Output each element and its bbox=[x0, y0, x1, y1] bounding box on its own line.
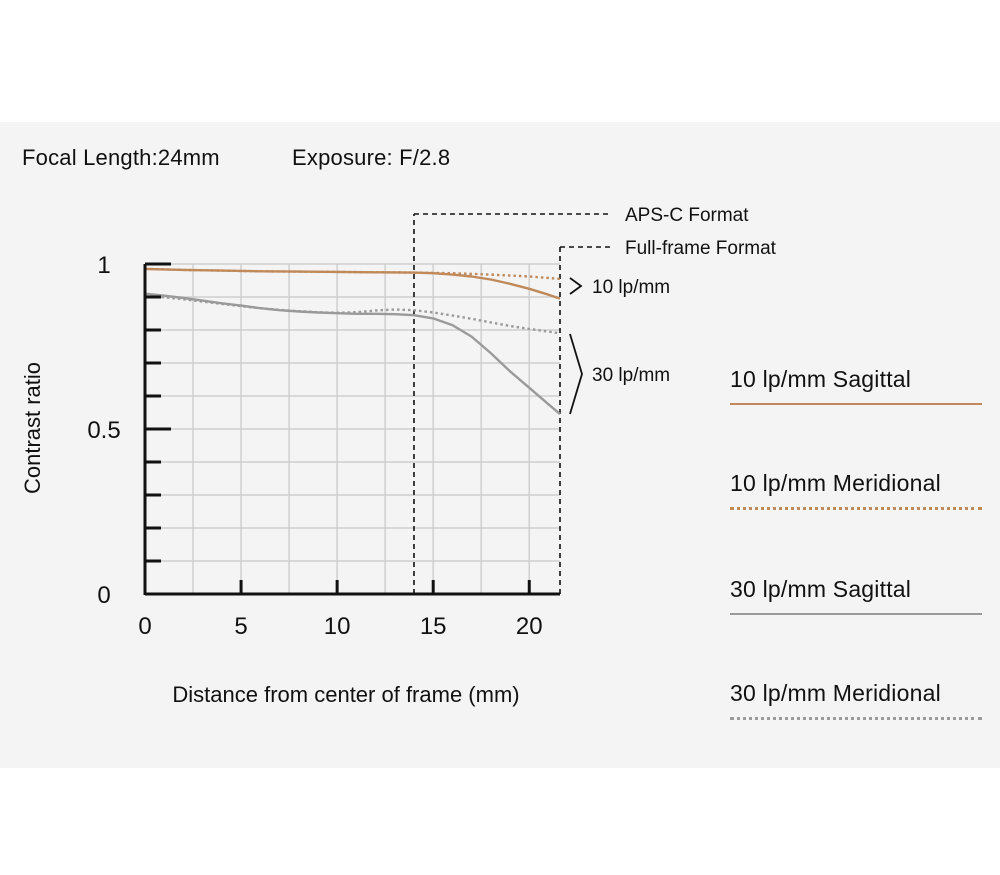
x-tick-label: 0 bbox=[138, 613, 152, 640]
group-brackets bbox=[570, 277, 670, 414]
axis-labels bbox=[20, 252, 543, 707]
exposure-label: Exposure: F/2.8 bbox=[292, 145, 451, 170]
x-tick-label: 5 bbox=[234, 613, 248, 640]
legend-item bbox=[730, 576, 982, 615]
y-axis-title: Contrast ratio bbox=[20, 361, 45, 495]
legend-swatch bbox=[730, 507, 982, 510]
x-axis-title: Distance from center of frame (mm) bbox=[172, 682, 520, 707]
format-marker-label: APS-C Format bbox=[625, 205, 749, 226]
legend-label: 10 lp/mm Meridional bbox=[730, 470, 941, 496]
y-tick-label: 1 bbox=[97, 252, 111, 279]
legend-swatch bbox=[730, 613, 982, 615]
legend-swatch bbox=[730, 717, 982, 720]
y-tick-label: 0 bbox=[97, 582, 111, 609]
bracket-30lp bbox=[570, 334, 582, 414]
legend-label: 30 lp/mm Meridional bbox=[730, 680, 941, 706]
legend-swatch bbox=[730, 403, 982, 405]
focal-length-label: Focal Length:24mm bbox=[22, 145, 220, 170]
legend-item bbox=[730, 470, 982, 510]
legend-label: 10 lp/mm Sagittal bbox=[730, 366, 912, 392]
x-tick-label: 20 bbox=[515, 613, 543, 640]
legend-item bbox=[730, 366, 982, 405]
series-lines bbox=[145, 269, 560, 414]
x-tick-label: 10 bbox=[323, 613, 351, 640]
legend-label: 30 lp/mm Sagittal bbox=[730, 576, 912, 602]
group-label-10lp: 10 lp/mm bbox=[592, 277, 671, 298]
series-line-10-lp-mm-meridional bbox=[145, 269, 560, 279]
group-label-30lp: 30 lp/mm bbox=[592, 365, 671, 386]
format-marker-label: Full-frame Format bbox=[625, 238, 776, 259]
series-line-10-lp-mm-sagittal bbox=[145, 269, 560, 299]
legend-item bbox=[730, 680, 982, 720]
bracket-10lp bbox=[570, 278, 581, 294]
x-tick-label: 15 bbox=[419, 613, 447, 640]
y-tick-label: 0.5 bbox=[87, 417, 121, 444]
